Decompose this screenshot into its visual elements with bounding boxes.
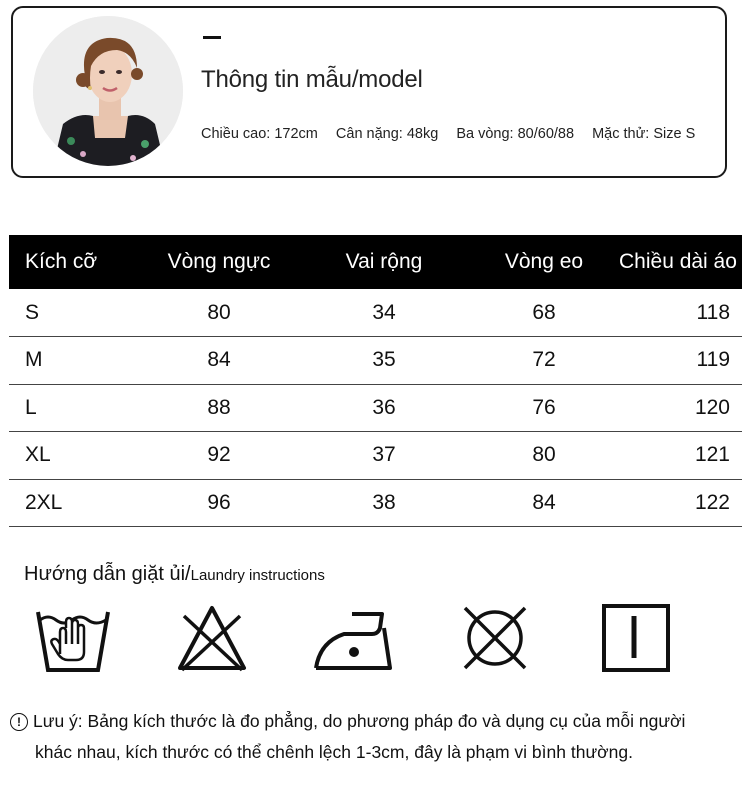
laundry-heading [24,563,325,586]
cell-waist: 68 [532,300,556,324]
table-row [9,337,742,385]
table-row [9,289,742,337]
cell-length: 122 [694,490,730,514]
cell-size: L [25,395,37,419]
cell-shoulder: 38 [372,490,396,514]
model-info-title: Thông tin mẫu/model [201,66,423,93]
title-dash [203,36,221,39]
cell-bust: 92 [207,443,231,467]
cell-length: 118 [696,300,730,324]
model-weight: Cân nặng: 48kg [335,126,439,142]
model-photo [33,16,183,166]
laundry-heading-sub: Laundry instructions [190,567,325,584]
model-info-card [11,6,727,178]
header-length: Chiều dài áo [619,250,737,273]
cell-size: S [25,300,40,324]
cell-waist: 80 [532,443,556,467]
laundry-heading-main: Hướng dẫn giặt ủi/ [24,563,191,585]
measurement-note [10,706,735,768]
model-size-tried: Mặc thử: Size S [592,126,696,142]
cell-shoulder: 37 [372,443,396,467]
header-bust: Vòng ngực [167,250,271,273]
cell-length: 120 [694,395,730,419]
info-icon: ! [10,713,28,731]
table-row [9,384,742,432]
hand-wash-icon [32,598,112,678]
table-row [9,432,742,480]
cell-waist: 84 [532,490,556,514]
cell-shoulder: 34 [372,300,396,324]
cell-bust: 96 [207,490,231,514]
no-tumble-dry-icon [455,598,535,678]
cell-length: 121 [694,443,730,467]
note-text-1: Lưu ý: Bảng kích thước là đo phẳng, do phương pháp đo và dụng cụ của mỗi người [33,711,686,731]
drip-dry-icon [596,598,676,678]
cell-waist: 72 [532,348,556,372]
cell-length: 119 [696,348,730,372]
cell-bust: 84 [207,348,231,372]
cell-shoulder: 36 [372,395,396,419]
size-table [9,235,742,527]
cell-size: XL [25,443,51,467]
model-measurements: Ba vòng: 80/60/88 [456,126,575,142]
model-height: Chiều cao: 172cm [201,126,318,142]
note-line-1 [10,706,735,737]
table-header-row [9,235,742,289]
note-text-2: khác nhau, kích thước có thể chênh lệch 1-3cm, đây là phạm vi bình thường. [35,742,633,762]
iron-medium-icon [312,598,392,678]
model-stats [201,126,709,142]
header-waist: Vòng eo [504,250,584,273]
cell-shoulder: 35 [372,348,396,372]
cell-size: 2XL [25,490,63,514]
table-row [9,479,742,527]
model-avatar [33,16,183,166]
header-shoulder: Vai rộng [345,250,423,273]
no-bleach-icon [172,598,252,678]
cell-size: M [25,348,43,372]
header-size: Kích cỡ [25,250,98,273]
cell-bust: 88 [207,395,231,419]
cell-waist: 76 [532,395,556,419]
cell-bust: 80 [207,300,231,324]
